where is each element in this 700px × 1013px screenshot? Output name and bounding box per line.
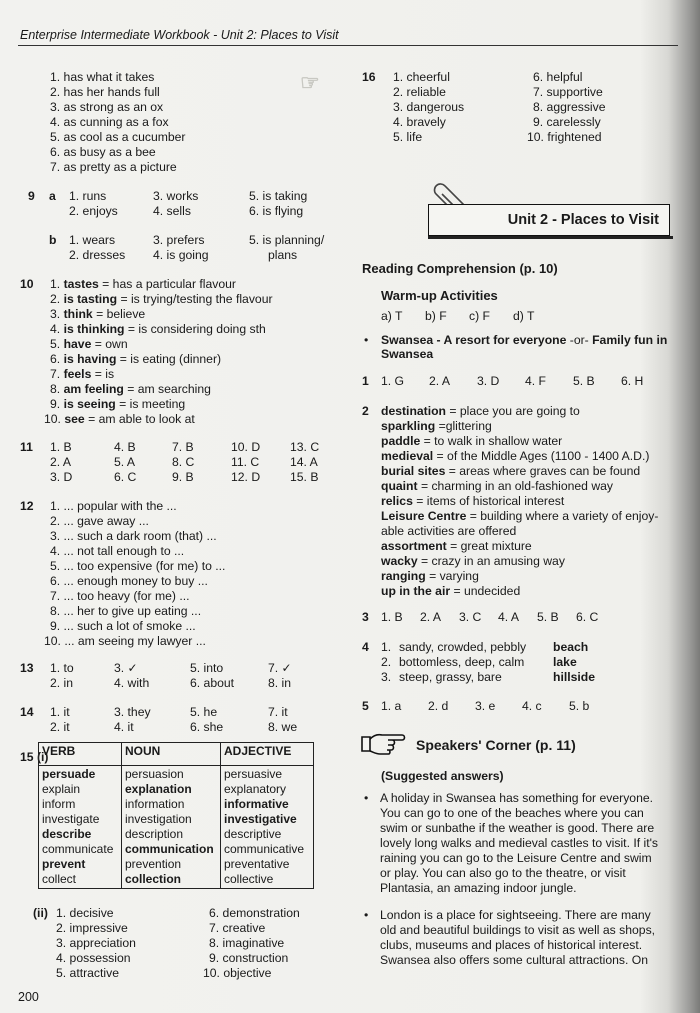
answer-item: 1. wears bbox=[69, 233, 116, 247]
exercise-13-number: 13 bbox=[20, 661, 34, 675]
answer-noun: lake bbox=[553, 655, 577, 669]
bullet-dot: • bbox=[364, 908, 369, 922]
word-formation-table bbox=[38, 742, 314, 889]
answer-noun: beach bbox=[553, 640, 589, 654]
list-item: 7. as pretty as a picture bbox=[50, 160, 177, 174]
exercise-15-number: 15 (i) bbox=[20, 750, 49, 764]
answer-item: 1. decisive bbox=[56, 906, 114, 920]
answer-item: 4. is going bbox=[153, 248, 209, 262]
answer-item: 2. d bbox=[428, 699, 449, 713]
paragraph-line: old and beautiful buildings to visit as well as shops, bbox=[380, 923, 656, 937]
list-item: 3. as strong as an ox bbox=[50, 100, 164, 114]
answer-item: 7. B bbox=[172, 440, 194, 454]
list-item: 4. as cunning as a fox bbox=[50, 115, 169, 129]
paragraph-line: raining you can go to the Leisure Centre and swim bbox=[380, 851, 652, 865]
answer-item: 6. helpful bbox=[533, 70, 583, 84]
vocabulary-item: quaint = charming in an old-fashioned way bbox=[381, 479, 614, 493]
unit-title: Unit 2 - Places to Visit bbox=[507, 212, 659, 228]
answer-item: 13. C bbox=[290, 440, 320, 454]
vocabulary-item: relics = items of historical interest bbox=[381, 494, 565, 508]
bullet-dot: • bbox=[364, 333, 369, 347]
swansea-paragraph bbox=[380, 791, 678, 896]
table-cell-word: collection bbox=[125, 872, 182, 886]
answer-item: c) F bbox=[469, 309, 490, 323]
paragraph-line: or play. You can also go to the theatre, or visit bbox=[380, 866, 626, 880]
definition-item: 9. is seeing = is meeting bbox=[50, 397, 186, 411]
table-cell-word: investigative bbox=[224, 812, 297, 826]
answer-item: 8. ... her to give up eating ... bbox=[50, 604, 202, 618]
vocabulary-item: able activities are offered bbox=[381, 524, 517, 538]
running-header: Enterprise Intermediate Workbook - Unit 2: Places to Visit bbox=[20, 28, 339, 42]
answer-item: 5. life bbox=[393, 130, 423, 144]
pointing-hand-icon bbox=[360, 731, 408, 757]
paragraph-line: You can go to one of the beaches where you can bbox=[380, 806, 644, 820]
answer-item: 6. ... enough money to buy ... bbox=[50, 574, 208, 588]
definition-item: 7. feels = is bbox=[50, 367, 115, 381]
answer-item: 1. ... popular with the ... bbox=[50, 499, 177, 513]
paragraph-line: lovely long walks and medieval castles to visit. If it's bbox=[380, 836, 659, 850]
answer-item: 3. works bbox=[153, 189, 199, 203]
answer-item: 1. cheerful bbox=[393, 70, 450, 84]
answer-item: 7. it bbox=[268, 705, 288, 719]
table-cell-word: explanation bbox=[125, 782, 192, 796]
answer-item: 8. we bbox=[268, 720, 298, 734]
answer-item: 2. A bbox=[429, 374, 451, 388]
definition-item: 3. think = believe bbox=[50, 307, 146, 321]
definition-item: 10. see = am able to look at bbox=[44, 412, 195, 426]
answer-item: 3. D bbox=[50, 470, 73, 484]
answer-item: 3. e bbox=[475, 699, 496, 713]
answer-item: 6. H bbox=[621, 374, 644, 388]
answer-item: 4. sells bbox=[153, 204, 191, 218]
answer-item: 4. A bbox=[498, 610, 520, 624]
answer-item: 10. D bbox=[231, 440, 261, 454]
vocabulary-item: burial sites = areas where graves can be found bbox=[381, 464, 641, 478]
answer-item: 3. ✓ bbox=[114, 661, 138, 675]
answer-item: 4. F bbox=[525, 374, 546, 388]
swansea-titles: Swansea - A resort for everyone -or- Family fun in bbox=[381, 333, 668, 347]
answer-number: 1. bbox=[381, 640, 392, 654]
answer-item: 1. G bbox=[381, 374, 405, 388]
answer-item: 4. B bbox=[114, 440, 136, 454]
exercise-14-number: 14 bbox=[20, 705, 34, 719]
bullet-dot: • bbox=[364, 791, 369, 805]
table-cell-word: communicative bbox=[224, 842, 305, 856]
answer-words: bottomless, deep, calm bbox=[399, 655, 525, 669]
vocabulary-item: ranging = varying bbox=[381, 569, 479, 583]
answer-item: 6. C bbox=[114, 470, 137, 484]
exercise-15-ii-label: (ii) bbox=[33, 906, 48, 920]
answer-item: 2. in bbox=[50, 676, 74, 690]
definition-item: 1. tastes = has a particular flavour bbox=[50, 277, 236, 291]
answer-item: 4. with bbox=[114, 676, 150, 690]
unit-title-box bbox=[428, 204, 670, 236]
answer-item: 6. C bbox=[576, 610, 599, 624]
answer-item: 3. D bbox=[477, 374, 500, 388]
table-cell-word: communication bbox=[125, 842, 214, 856]
answer-item: 7. creative bbox=[209, 921, 266, 935]
answer-item: 3. prefers bbox=[153, 233, 205, 247]
exercise-3-number: 3 bbox=[362, 610, 369, 624]
answer-item: 9. carelessly bbox=[533, 115, 601, 129]
answer-item: 10. frightened bbox=[527, 130, 602, 144]
answer-item: 2. it bbox=[50, 720, 70, 734]
table-cell-word: information bbox=[125, 797, 185, 811]
exercise-10-number: 10 bbox=[20, 277, 34, 291]
answer-item: 2. dresses bbox=[69, 248, 126, 262]
answer-item: 9. construction bbox=[209, 951, 289, 965]
definition-item: 8. am feeling = am searching bbox=[50, 382, 211, 396]
warm-up-title: Warm-up Activities bbox=[381, 288, 498, 303]
answer-item: 3. appreciation bbox=[56, 936, 136, 950]
suggested-answers-label: (Suggested answers) bbox=[381, 769, 504, 783]
answer-item: 7. ... too heavy (for me) ... bbox=[50, 589, 190, 603]
answer-item: 9. ... such a lot of smoke ... bbox=[50, 619, 196, 633]
answer-item: 8. C bbox=[172, 455, 195, 469]
paragraph-line: clubs, museums and places of historical interest. bbox=[380, 938, 643, 952]
answer-number: 3. bbox=[381, 670, 392, 684]
vocabulary-item: Leisure Centre = building where a variety of enjoy- bbox=[381, 509, 659, 523]
table-cell-word: prevention bbox=[125, 857, 182, 871]
answer-item: 6. she bbox=[190, 720, 224, 734]
answer-item: 3. they bbox=[114, 705, 151, 719]
answer-item: 5. is planning/ bbox=[249, 233, 325, 247]
table-cell-word: informative bbox=[224, 797, 289, 811]
list-item: 1. has what it takes bbox=[50, 70, 155, 84]
answer-item: 5. ... too expensive (for me) to ... bbox=[50, 559, 226, 573]
paragraph-line: Plantasia, an amazing indoor jungle. bbox=[380, 881, 577, 895]
table-cell-word: persuasive bbox=[224, 767, 283, 781]
answer-item: 5. b bbox=[569, 699, 590, 713]
vocabulary-item: up in the air = undecided bbox=[381, 584, 521, 598]
answer-words: sandy, crowded, pebbly bbox=[399, 640, 527, 654]
answer-item: 5. into bbox=[190, 661, 224, 675]
answer-item: 3. dangerous bbox=[393, 100, 465, 114]
answer-item: 7. supportive bbox=[533, 85, 603, 99]
exercise-11-number: 11 bbox=[20, 440, 33, 454]
answer-item: 10. objective bbox=[203, 966, 272, 980]
table-cell-word: collective bbox=[224, 872, 274, 886]
exercise-2-number: 2 bbox=[362, 404, 369, 418]
verb-column bbox=[39, 766, 122, 889]
answer-item: 1. B bbox=[50, 440, 72, 454]
table-cell-word: description bbox=[125, 827, 184, 841]
table-cell-word: persuade bbox=[42, 767, 96, 781]
answer-item: 3. C bbox=[459, 610, 482, 624]
answer-item: 2. impressive bbox=[56, 921, 128, 935]
paragraph-line: swim or sunbathe if the weather is good. There are bbox=[380, 821, 655, 835]
answer-noun: hillside bbox=[553, 670, 595, 684]
page-number: 200 bbox=[18, 990, 39, 1004]
answer-item: 1. B bbox=[381, 610, 403, 624]
answer-item: d) T bbox=[513, 309, 535, 323]
answer-item: 1. a bbox=[381, 699, 402, 713]
noun-column bbox=[122, 766, 221, 889]
answer-item: 12. D bbox=[231, 470, 261, 484]
answer-item: 4. c bbox=[522, 699, 542, 713]
answer-item: 11. C bbox=[231, 455, 260, 469]
answer-item: 2. enjoys bbox=[69, 204, 118, 218]
answer-item: 5. B bbox=[573, 374, 595, 388]
paragraph-line: Swansea also offers some cultural attractions. On bbox=[380, 953, 649, 967]
list-item: 6. as busy as a bee bbox=[50, 145, 156, 159]
table-cell-word: preventative bbox=[224, 857, 290, 871]
exercise-1-number: 1 bbox=[362, 374, 369, 388]
table-cell-word: communicate bbox=[42, 842, 114, 856]
noun-header: NOUN bbox=[122, 743, 221, 766]
swansea-titles-line2: Swansea bbox=[381, 347, 434, 361]
answer-item: a) T bbox=[381, 309, 403, 323]
table-cell-word: describe bbox=[42, 827, 92, 841]
adjective-column bbox=[221, 766, 314, 889]
definition-item: 5. have = own bbox=[50, 337, 128, 351]
answer-item: 1. it bbox=[50, 705, 70, 719]
table-cell-word: investigate bbox=[42, 812, 100, 826]
exercise-5-number: 5 bbox=[362, 699, 369, 713]
table-cell-word: persuasion bbox=[125, 767, 184, 781]
answer-item: 2. ... gave away ... bbox=[50, 514, 149, 528]
answer-item: 6. demonstration bbox=[209, 906, 300, 920]
answer-item: 4. possession bbox=[56, 951, 131, 965]
reading-comprehension-title: Reading Comprehension (p. 10) bbox=[362, 261, 558, 276]
answer-item: 15. B bbox=[290, 470, 319, 484]
vocabulary-item: medieval = of the Middle Ages (1100 - 1400 A.D.) bbox=[381, 449, 650, 463]
list-item: 2. has her hands full bbox=[50, 85, 160, 99]
answer-item: 8. imaginative bbox=[209, 936, 285, 950]
table-cell-word: explain bbox=[42, 782, 81, 796]
table-cell-word: prevent bbox=[42, 857, 86, 871]
exercise-9-number: 9 bbox=[28, 189, 35, 203]
paragraph-line: A holiday in Swansea has something for everyone. bbox=[380, 791, 654, 805]
definition-item: 4. is thinking = is considering doing sth bbox=[50, 322, 266, 336]
adjective-header: ADJECTIVE bbox=[221, 743, 314, 766]
exercise-9a-label: a bbox=[49, 189, 56, 203]
answer-item: 6. is flying bbox=[249, 204, 304, 218]
table-cell-word: descriptive bbox=[224, 827, 282, 841]
exercise-9b-label: b bbox=[49, 233, 57, 247]
show-through-mark: ☞ bbox=[300, 70, 320, 95]
answer-item: plans bbox=[268, 248, 298, 262]
list-item: 5. as cool as a cucumber bbox=[50, 130, 186, 144]
answer-item: 2. A bbox=[50, 455, 72, 469]
speakers-corner-title: Speakers' Corner (p. 11) bbox=[416, 737, 576, 753]
exercise-16-number: 16 bbox=[362, 70, 376, 84]
answer-item: 1. to bbox=[50, 661, 74, 675]
answer-item: 3. ... such a dark room (that) ... bbox=[50, 529, 217, 543]
vocabulary-item: paddle = to walk in shallow water bbox=[381, 434, 563, 448]
table-cell-word: explanatory bbox=[224, 782, 287, 796]
answer-item: 5. B bbox=[537, 610, 559, 624]
answer-item: 4. ... not tall enough to ... bbox=[50, 544, 185, 558]
exercise-4-number: 4 bbox=[362, 640, 369, 654]
table-cell-word: investigation bbox=[125, 812, 192, 826]
london-paragraph bbox=[380, 908, 678, 968]
vocabulary-item: sparkling =glittering bbox=[381, 419, 492, 433]
definition-item: 2. is tasting = is trying/testing the flavour bbox=[50, 292, 273, 306]
verb-header: VERB bbox=[39, 743, 122, 766]
definition-item: 6. is having = is eating (dinner) bbox=[50, 352, 222, 366]
answer-item: 2. reliable bbox=[393, 85, 446, 99]
answer-item: 1. runs bbox=[69, 189, 107, 203]
answer-item: 10. ... am seeing my lawyer ... bbox=[44, 634, 206, 648]
answer-item: 6. about bbox=[190, 676, 235, 690]
answer-item: 4. it bbox=[114, 720, 134, 734]
answer-item: 9. B bbox=[172, 470, 194, 484]
header-rule bbox=[18, 45, 678, 46]
paragraph-line: London is a place for sightseeing. There are many bbox=[380, 908, 651, 922]
answer-item: b) F bbox=[425, 309, 447, 323]
answer-item: 2. A bbox=[420, 610, 442, 624]
answer-item: 4. bravely bbox=[393, 115, 446, 129]
vocabulary-item: assortment = great mixture bbox=[381, 539, 532, 553]
answer-item: 8. aggressive bbox=[533, 100, 606, 114]
answer-item: 5. he bbox=[190, 705, 218, 719]
answer-item: 14. A bbox=[290, 455, 318, 469]
exercise-12-number: 12 bbox=[20, 499, 34, 513]
answer-item: 5. attractive bbox=[56, 966, 119, 980]
answer-item: 8. in bbox=[268, 676, 292, 690]
vocabulary-item: destination = place you are going to bbox=[381, 404, 580, 418]
answer-number: 2. bbox=[381, 655, 392, 669]
answer-item: 7. ✓ bbox=[268, 661, 292, 675]
vocabulary-item: wacky = crazy in an amusing way bbox=[381, 554, 565, 568]
answer-words: steep, grassy, bare bbox=[399, 670, 502, 684]
table-cell-word: inform bbox=[42, 797, 76, 811]
table-cell-word: collect bbox=[42, 872, 77, 886]
answer-item: 5. is taking bbox=[249, 189, 308, 203]
answer-item: 5. A bbox=[114, 455, 136, 469]
